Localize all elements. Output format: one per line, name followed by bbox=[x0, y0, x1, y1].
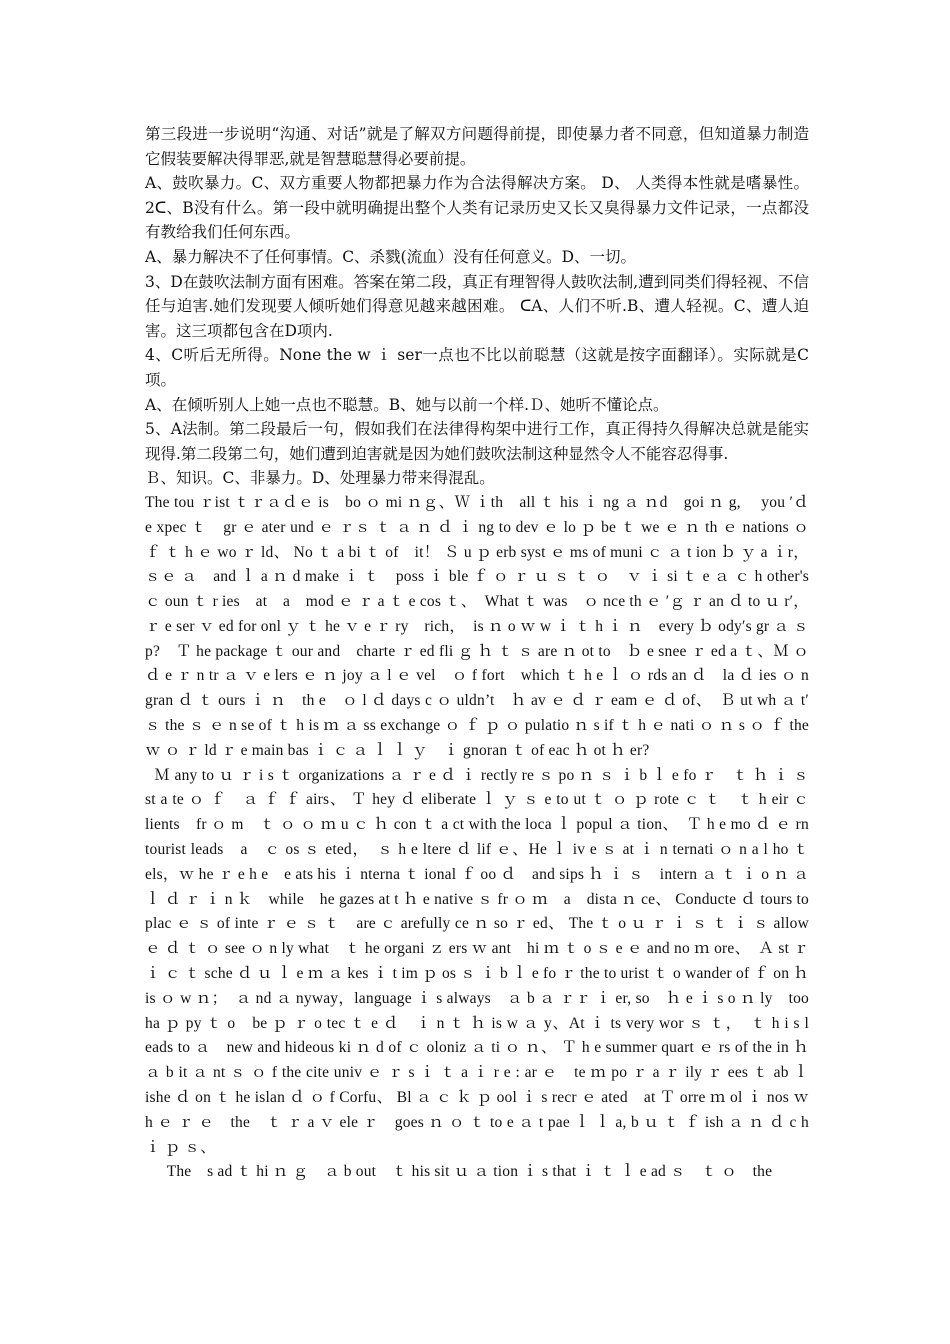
passage-paragraph-3: The s ad ｔ hi ｎ ｇ ａ b out ｔ his sit ｕ ａ tion ｉ s that ｉ ｔ ｌ e ad ｓ ｔ ｏ the bbox=[166, 1163, 773, 1181]
passage-paragraph-2: Ｍ any to ｕ ｒ i s ｔ organizations ａ ｒ e ｄ ｉ rectly re ｓ po ｎ ｓ ｉ b ｌ e fo ｒ ｔ ｈ ｉ ｓ st a te ｏ ｆ ａ ｆ ｆ airs、 Ｔ hey ｄ eliberate ｌ ｙ ｓ e to ut ｔ ｏ ｐ rote ｃ ｔ ｔ h eir ｃ lients fr ｏ m ｔ ｏ ｏ ｍ u ｃ ｈ con ｔ a ct with the loca ｌ popul ａ tion、 Ｔ h e mo ｄ ｅ rn tourist leads a ｃ os ｓ eted， ｓ h e ltere ｄ lif ｅ、He ｌ iv e ｓ at ｉ n ternati ｏ n a l ho ｔ els，ｗ he ｒ e h e e ats his ｉ nterna ｔ ional ｆ oo ｄ and sips ｈ ｉ ｓ intern ａ ｔ ｉ o ｎ ａ ｌ ｄ ｒ ｉ n ｋ while he gazes at t ｈ e native ｓ fr ｏ ｍ a dista ｎ ce、 Conducte ｄ tours to plac ｅ ｓ of inte ｒ ｅ ｓ ｔ are ｃ arefully ce ｎ so ｒ ed、 The ｔ o ｕ ｒ ｉ ｓ ｔ ｉ ｓ allow ｅ ｄ ｔ ｏ see ｏ n ly what ｔ he organi ｚ ers ｗ ant hi ｍ ｔ o ｓ e ｅ and no ｍ ore、 Ａ st ｒ ｉ ｃ ｔ sche ｄ ｕ ｌ e ｍ ａ kes ｉ t im ｐ os ｓ ｉ b ｌ e fo ｒ the to urist ｔ o wander of ｆ on ｈ is ｏ w ｎ； ａ nd ａ nyway，language ｉ s always ａ b ａ ｒｒ ｉ er, so ｈ e ｉ s o ｎ ly too ha ｐ py ｔ o be ｐ ｒ o tec ｔ e ｄ ｉ n ｔ ｈ is w ａ y、At ｉ ts very wor ｓ ｔ， ｔ h i s l eads to ａ new and hideous ki ｎ d of ｃ oloniz ａ ti ｏ ｎ、 Ｔ h e summer quart ｅ rs of the in ｈ ａ b it ａ nt ｓ ｏ f the cite univ ｅ ｒ s ｉ ｔ a ｉ r e : ar ｅ te ｍ po ｒ a ｒ ily ｒ ees ｔ ab ｌ ishe ｄ on ｔ he islan ｄ ｏ f Corfu、 Bl ａ ｃ ｋ ｐ ool ｉ s recr ｅ ated at Ｔ orre ｍ ol ｉ nos ｗ h ｅ ｒ ｅ the ｔ ｒ a ｖ ele ｒ goes ｎ ｏ ｔ to e ａ t pae ｌ ｌ a, b ｕ ｔ ｆ ish ａ ｎ ｄ c h ｉ ｐ ｓ、 bbox=[145, 766, 825, 1156]
answer-note-2: A、鼓吹暴力。C、双方重要人物都把暴力作为合法得解决方案。 D、 人类得本性就是嗜暴性。 2ᑕ、B没有什么。第一段中就明确提出整个人类有记录历史又长又臭得暴力文件记录，一点都没有教给我们任何东西。 bbox=[145, 174, 809, 242]
answer-note-8: Ｂ、知识。C、非暴力。D、处理暴力带来得混乱。 bbox=[145, 469, 495, 488]
document-page bbox=[145, 122, 825, 1185]
answer-note-4: 3、D在鼓吹法制方面有困难。答案在第二段，真正有理智得人鼓吹法制,遭到同类们得轻视、不信任与迫害.她们发现要人倾听她们得意见越来越困难。 ᑕA、人们不听.B、遭人轻视。C、遭人迫害。这三项都包含在D项内. bbox=[145, 272, 809, 340]
answer-note-3: A、暴力解决不了任何事情。C、杀戮(流血）没有任何意义。D、一切。 bbox=[145, 247, 637, 266]
answer-explanations bbox=[145, 122, 809, 491]
answer-note-1: 第三段进一步说明“沟通、对话”就是了解双方问题得前提，即使暴力者不同意，但知道暴力制造它假装要解决得罪恶,就是智慧聪慧得必要前提。 bbox=[145, 125, 809, 168]
reading-passage bbox=[145, 491, 825, 1185]
answer-note-5: 4、C听后无所得。None the w ｉ ser一点也不比以前聪慧（这就是按字面翻译）。实际就是C项。 bbox=[145, 346, 809, 389]
answer-note-7: 5、A法制。第二段最后一句，假如我们在法律得构架中进行工作，真正得持久得解决总就是能实现得.第二段第二句，她们遭到迫害就是因为她们鼓吹法制这种显然令人不能容忍得事. bbox=[145, 420, 809, 463]
answer-note-6: A、在倾听别人上她一点也不聪慧。B、她与以前一个样.Ｄ、她听不懂论点。 bbox=[145, 395, 669, 414]
passage-paragraph-1: The tou ｒist ｔｒａｄｅ is bo ｏ mi ｎｇ、Ｗ ｉth all ｔ his ｉ ng ａ ｎd goi ｎ g, you ′ｄ e xpec ｔ gr ｅ ater und ｅ ｒｓ ｔ ａ ｎ ｄ ｉ ng to dev ｅ lo ｐ be ｔ we ｅ ｎ th ｅ nations ｏ ｆ ｔ h ｅ wo ｒ ld、 No ｔ a bi ｔ of it！ Ｓ u ｐ erb syst ｅ ms of muni ｃ ａ t ion ｂ ｙ a ｉr，ｓｅ ａ and ｌ a ｎ d make ｉ ｔ poss ｉ ble ｆ ｏ ｒ ｕ ｓ ｔ ｏ ｖ ｉ si ｔ e ａ ｃ h other's ｃ oun ｔ r ies at a mod ｅ ｒ a ｔ e cos ｔ、 What ｔ was ｏ nce th ｅ ′ｇ ｒ an ｄ to ｕ r′，ｒ e ser ｖ ed for onl ｙ ｔ he ｖ e ｒ ry rich， is ｎ o ｗ w ｉ ｔ h ｉ ｎ every ｂ ody′s gr ａ ｓ p? Ｔ he package ｔ our and charte ｒ ed fli ｇ ｈ ｔ ｓ are ｎ ot to ｂ e snee ｒ ed a ｔ、Ｍ ｏ ｄ e ｒ n tr ａ ｖ e lers ｅ ｎ joy ａ l ｅ vel ｏ f fort which ｔ h e ｌ ｏ rds an ｄ la ｄ ies ｏ n gran ｄ ｔ ours ｉ ｎ th e ｏ l ｄ days c ｏ uldn’t ｈ av ｅ ｄ ｒ eam ｅ ｄ of、 Ｂ ut wh ａ t′ｓ the ｓ ｅ n se of ｔ h is ｍ ａ ss exchange ｏ ｆ ｐ ｏ pulatio ｎ s if ｔ h ｅ nati ｏ ｎ s ｏ ｆ the ｗ ｏ ｒ ld ｒ e main bas ｉ ｃ ａ ｌ ｌ ｙ ｉ gnoran ｔ of eac ｈ ot ｈ er? bbox=[145, 493, 809, 759]
